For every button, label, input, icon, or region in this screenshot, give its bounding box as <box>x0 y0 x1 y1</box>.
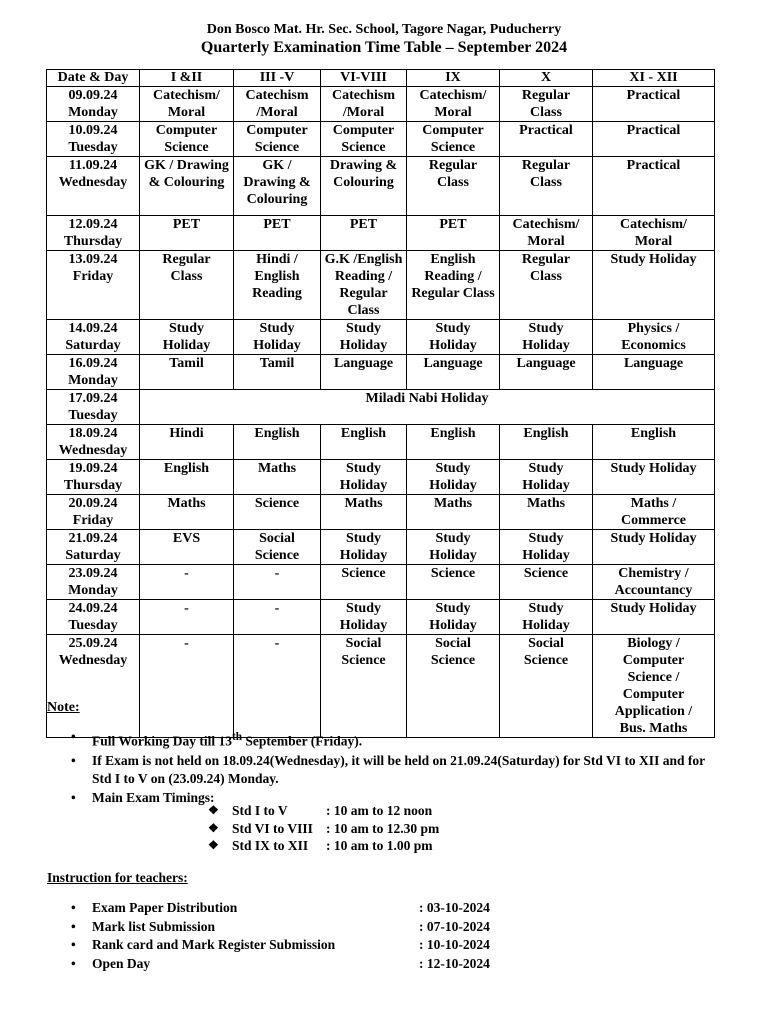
column-header: I &II <box>140 70 234 87</box>
note-heading: Note: <box>47 700 80 715</box>
table-cell: Study Holiday <box>500 600 593 635</box>
table-cell: Study Holiday <box>234 320 321 355</box>
table-cell: English <box>140 460 234 495</box>
list-item <box>208 820 439 838</box>
date-cell: 21.09.24 Saturday <box>47 530 140 565</box>
note-text: Full Working Day till 13 <box>92 733 233 749</box>
notes-list <box>47 728 727 807</box>
table-cell: Practical <box>593 87 715 122</box>
table-cell: Study Holiday <box>593 251 715 320</box>
instruction-label: Open Day <box>92 955 151 971</box>
column-header: IX <box>407 70 500 87</box>
table-cell: Study Holiday <box>321 320 407 355</box>
table-cell: English <box>593 425 715 460</box>
table-cell: Study Holiday <box>593 530 715 565</box>
table-cell: Catechism/ Moral <box>500 216 593 251</box>
table-cell: - <box>140 600 234 635</box>
timing-time: : 10 am to 1.00 pm <box>326 838 433 853</box>
table-row <box>47 530 715 565</box>
table-row <box>47 425 715 460</box>
table-cell: Catechism/ Moral <box>140 87 234 122</box>
table-cell: Science <box>407 565 500 600</box>
table-cell: - <box>140 635 234 738</box>
table-cell: GK / Drawing & Colouring <box>140 157 234 216</box>
table-row <box>47 600 715 635</box>
column-header: Date & Day <box>47 70 140 87</box>
table-cell: Computer Science <box>234 122 321 157</box>
timing-time: : 10 am to 12 noon <box>326 803 433 818</box>
table-cell: Hindi <box>140 425 234 460</box>
table-cell: English <box>234 425 321 460</box>
table-cell: Tamil <box>234 355 321 390</box>
table-cell: Hindi / English Reading <box>234 251 321 320</box>
table-cell: Study Holiday <box>321 460 407 495</box>
table-cell: Language <box>593 355 715 390</box>
date-cell: 17.09.24 Tuesday <box>47 390 140 425</box>
table-row <box>47 157 715 216</box>
table-cell: Catechism /Moral <box>321 87 407 122</box>
list-item <box>47 936 547 955</box>
instruction-date: : 07-10-2024 <box>419 918 490 934</box>
table-cell: Study Holiday <box>500 460 593 495</box>
list-item <box>47 955 547 974</box>
date-cell: 25.09.24 Wednesday <box>47 635 140 738</box>
table-cell: Language <box>407 355 500 390</box>
table-cell: - <box>234 600 321 635</box>
instructions-list <box>47 899 547 973</box>
table-cell: Social Science <box>500 635 593 738</box>
instructions-heading: Instruction for teachers: <box>47 870 188 885</box>
column-header: III -V <box>234 70 321 87</box>
instruction-label: Mark list Submission <box>92 918 216 934</box>
date-cell: 13.09.24 Friday <box>47 251 140 320</box>
table-cell: Study Holiday <box>140 320 234 355</box>
table-cell: Practical <box>500 122 593 157</box>
table-cell: PET <box>234 216 321 251</box>
table-cell: Science <box>321 565 407 600</box>
table-cell: Study Holiday <box>407 530 500 565</box>
table-cell: PET <box>321 216 407 251</box>
date-cell: 20.09.24 Friday <box>47 495 140 530</box>
table-cell: Catechism/ Moral <box>407 87 500 122</box>
date-cell: 10.09.24 Tuesday <box>47 122 140 157</box>
timing-std: Std IX to XII <box>232 838 309 853</box>
instruction-date: : 03-10-2024 <box>419 900 490 915</box>
table-cell: Biology / Computer Science / Computer Application / Bus. Maths <box>593 635 715 738</box>
list-item <box>47 918 547 937</box>
table-cell: Maths <box>140 495 234 530</box>
instruction-label: Rank card and Mark Register Submission <box>92 937 336 952</box>
table-cell: Maths / Commerce <box>593 495 715 530</box>
date-cell: 12.09.24 Thursday <box>47 216 140 251</box>
table-cell: Social Science <box>234 530 321 565</box>
date-cell: 11.09.24 Wednesday <box>47 157 140 216</box>
table-row <box>47 635 715 738</box>
table-cell: EVS <box>140 530 234 565</box>
table-cell: Study Holiday <box>593 460 715 495</box>
table-cell: Regular Class <box>140 251 234 320</box>
table-cell: Social Science <box>407 635 500 738</box>
table-cell: Regular Class <box>500 157 593 216</box>
table-cell: English <box>321 425 407 460</box>
note-superscript: th <box>232 731 243 743</box>
timetable-header-row <box>47 70 715 87</box>
page-title: Quarterly Examination Time Table – September 2024 <box>200 39 568 56</box>
date-cell: 23.09.24 Monday <box>47 565 140 600</box>
table-cell: Study Holiday <box>407 320 500 355</box>
date-cell: 14.09.24 Saturday <box>47 320 140 355</box>
table-cell: Regular Class <box>407 157 500 216</box>
table-cell: Study Holiday <box>321 600 407 635</box>
timing-std: Std I to V <box>232 803 288 818</box>
table-row <box>47 320 715 355</box>
date-cell: 24.09.24 Tuesday <box>47 600 140 635</box>
table-cell: Study Holiday <box>500 320 593 355</box>
table-cell: - <box>140 565 234 600</box>
table-cell: Study Holiday <box>407 460 500 495</box>
table-cell: Practical <box>593 157 715 216</box>
table-cell: Science <box>500 565 593 600</box>
date-cell: 09.09.24 Monday <box>47 87 140 122</box>
table-cell: Study Holiday <box>407 600 500 635</box>
table-cell: Study Holiday <box>321 530 407 565</box>
table-cell: Maths <box>407 495 500 530</box>
table-cell: Physics / Economics <box>593 320 715 355</box>
instruction-date: : 12-10-2024 <box>419 955 490 971</box>
table-row <box>47 390 715 425</box>
table-cell: Practical <box>593 122 715 157</box>
table-cell: Chemistry / Accountancy <box>593 565 715 600</box>
column-header: XI - XII <box>593 70 715 87</box>
table-row <box>47 460 715 495</box>
date-cell: 19.09.24 Thursday <box>47 460 140 495</box>
table-cell: Drawing & Colouring <box>321 157 407 216</box>
date-cell: 16.09.24 Monday <box>47 355 140 390</box>
column-header: X <box>500 70 593 87</box>
table-cell: Tamil <box>140 355 234 390</box>
table-cell: Maths <box>234 460 321 495</box>
table-row <box>47 251 715 320</box>
timing-std: Std VI to VIII <box>232 820 313 836</box>
table-cell: Language <box>500 355 593 390</box>
table-cell: Computer Science <box>140 122 234 157</box>
table-row <box>47 216 715 251</box>
table-row <box>47 565 715 600</box>
list-item: • Main Exam Timings: <box>47 789 727 807</box>
table-cell: Language <box>321 355 407 390</box>
table-cell: Maths <box>500 495 593 530</box>
table-cell: PET <box>407 216 500 251</box>
table-cell: Science <box>234 495 321 530</box>
table-cell: Catechism /Moral <box>234 87 321 122</box>
table-cell: - <box>234 565 321 600</box>
list-item <box>208 837 439 855</box>
timetable <box>46 69 715 738</box>
table-cell: GK / Drawing & Colouring <box>234 157 321 216</box>
exam-timings-list <box>208 802 439 855</box>
table-cell: Computer Science <box>407 122 500 157</box>
table-cell: PET <box>140 216 234 251</box>
column-header: VI-VIII <box>321 70 407 87</box>
school-name: Don Bosco Mat. Hr. Sec. School, Tagore Nagar, Puducherry <box>206 22 562 37</box>
table-row <box>47 122 715 157</box>
table-row <box>47 355 715 390</box>
date-cell: 18.09.24 Wednesday <box>47 425 140 460</box>
holiday-cell: Miladi Nabi Holiday <box>140 390 715 425</box>
table-cell: English <box>407 425 500 460</box>
table-row <box>47 87 715 122</box>
table-cell: Study Holiday <box>593 600 715 635</box>
table-row <box>47 495 715 530</box>
instruction-label: Exam Paper Distribution <box>92 900 238 915</box>
instruction-date: : 10-10-2024 <box>419 937 490 952</box>
table-cell: English <box>500 425 593 460</box>
table-cell: - <box>234 635 321 738</box>
table-cell: Maths <box>321 495 407 530</box>
table-cell: Social Science <box>321 635 407 738</box>
table-cell: Computer Science <box>321 122 407 157</box>
table-cell: English Reading / Regular Class <box>407 251 500 320</box>
list-item <box>208 802 439 820</box>
table-cell: Regular Class <box>500 87 593 122</box>
table-cell: Regular Class <box>500 251 593 320</box>
list-item: • If Exam is not held on 18.09.24(Wednesday), it will be held on 21.09.24(Saturday) for Std VI to XII and for Std I to V on (23.09.24) Monday. <box>47 752 727 788</box>
table-cell: Study Holiday <box>500 530 593 565</box>
note-text: September (Friday). <box>242 733 363 749</box>
list-item <box>47 899 547 918</box>
table-cell: G.K /English Reading / Regular Class <box>321 251 407 320</box>
timing-time: : 10 am to 12.30 pm <box>326 820 440 836</box>
list-item <box>47 728 727 751</box>
table-cell: Catechism/ Moral <box>593 216 715 251</box>
